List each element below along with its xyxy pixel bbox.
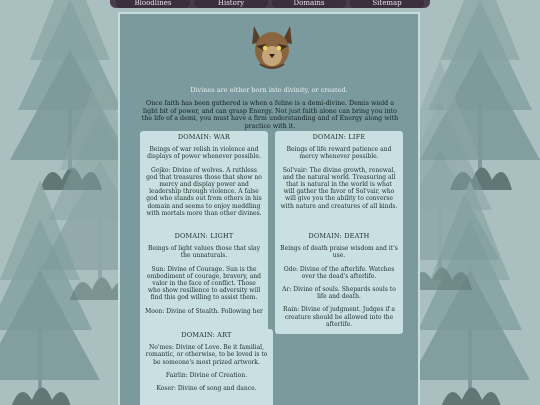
nav-domains-link[interactable]: Domains bbox=[272, 0, 346, 8]
domain-war-description: Beings of war relish in violence and displays of power whenever possible. bbox=[147, 146, 261, 161]
domain-war-entry: Gojko: Divine of wolves. A ruthless god that treasures those that show no mercy and display power and leadership through violence. A false god who stands out from others in his domain and seems to enjoy meddling with mortals more than other divines. bbox=[146, 166, 262, 217]
nav-history-link[interactable]: History bbox=[194, 0, 268, 8]
domain-life-title: DOMAIN: LIFE bbox=[312, 133, 366, 141]
domain-art-entry: Koser: Divine of song and dance. bbox=[156, 385, 257, 393]
domain-war-title: DOMAIN: WAR bbox=[177, 133, 231, 141]
nav-sitemap-link[interactable]: Sitemap bbox=[350, 0, 424, 8]
domain-art-entry: Fairlin: Divine of Creation. bbox=[165, 371, 248, 379]
domain-art-entry: No'mes: Divine of Love. Be it familial, romantic, or otherwise, to be loved is to be someone's most prized artwork. bbox=[145, 344, 268, 366]
intro-paragraph: Once faith has been gathered is when a feline is a demi-divine. Demis wield a light bit of power, and can grasp Energy. Not just faith alone can bring you into the life of a demi, you must have a firm understanding and of Energy along with practice with it. bbox=[141, 100, 399, 130]
domain-light-entry: Moon: Divine of Stealth. Following her bbox=[145, 307, 263, 315]
domain-light-title: DOMAIN: LIGHT bbox=[174, 232, 234, 240]
domain-death-entry: Ode: Divine of the afterlife. Watches over the dead's afterlife. bbox=[283, 265, 395, 280]
domain-death-description: Beings of death praise wisdom and it's use. bbox=[280, 245, 398, 260]
domain-life-entry: Sol'vair: The divine growth, renewal, and the natural world. Treasuring all that is natural in the world is what will gather the favor of Sol'vair, who will give you the ability to converse with nature and creatures of all kinds. bbox=[280, 166, 398, 210]
top-navigation bbox=[110, 0, 430, 8]
domain-light-description: Beings of light values those that slay the unnaturals. bbox=[147, 245, 261, 260]
domain-death-title: DOMAIN: DEATH bbox=[308, 232, 370, 240]
domain-art-card bbox=[140, 329, 273, 405]
domain-art-title: DOMAIN: ART bbox=[181, 331, 232, 339]
domain-life-card bbox=[275, 131, 403, 235]
domain-death-entry: Rain: Divine of judgment. Judges if a creature should be allowed into the afterlife. bbox=[283, 306, 395, 328]
nav-bloodlines-link[interactable]: Bloodlines bbox=[116, 0, 190, 8]
wolf-cat-emblem-icon bbox=[248, 24, 296, 72]
domain-light-entry: Sun: Divine of Courage. Sun is the embodiment of courage, bravery, and valor in the face of conflict. Those who show resilience to adversity will find this god willing to assist them. bbox=[147, 265, 261, 302]
domain-death-entry: Ar: Divine of souls. Shepards souls to life and death. bbox=[282, 286, 396, 301]
page-motto: Divines are either born into divinity, or created. bbox=[190, 86, 348, 94]
domain-life-description: Beings of life reward patience and mercy whenever possible. bbox=[286, 146, 392, 161]
domain-light-card bbox=[140, 230, 268, 334]
domain-war-card bbox=[140, 131, 268, 235]
domain-death-card bbox=[275, 230, 403, 334]
content-panel bbox=[118, 12, 420, 405]
